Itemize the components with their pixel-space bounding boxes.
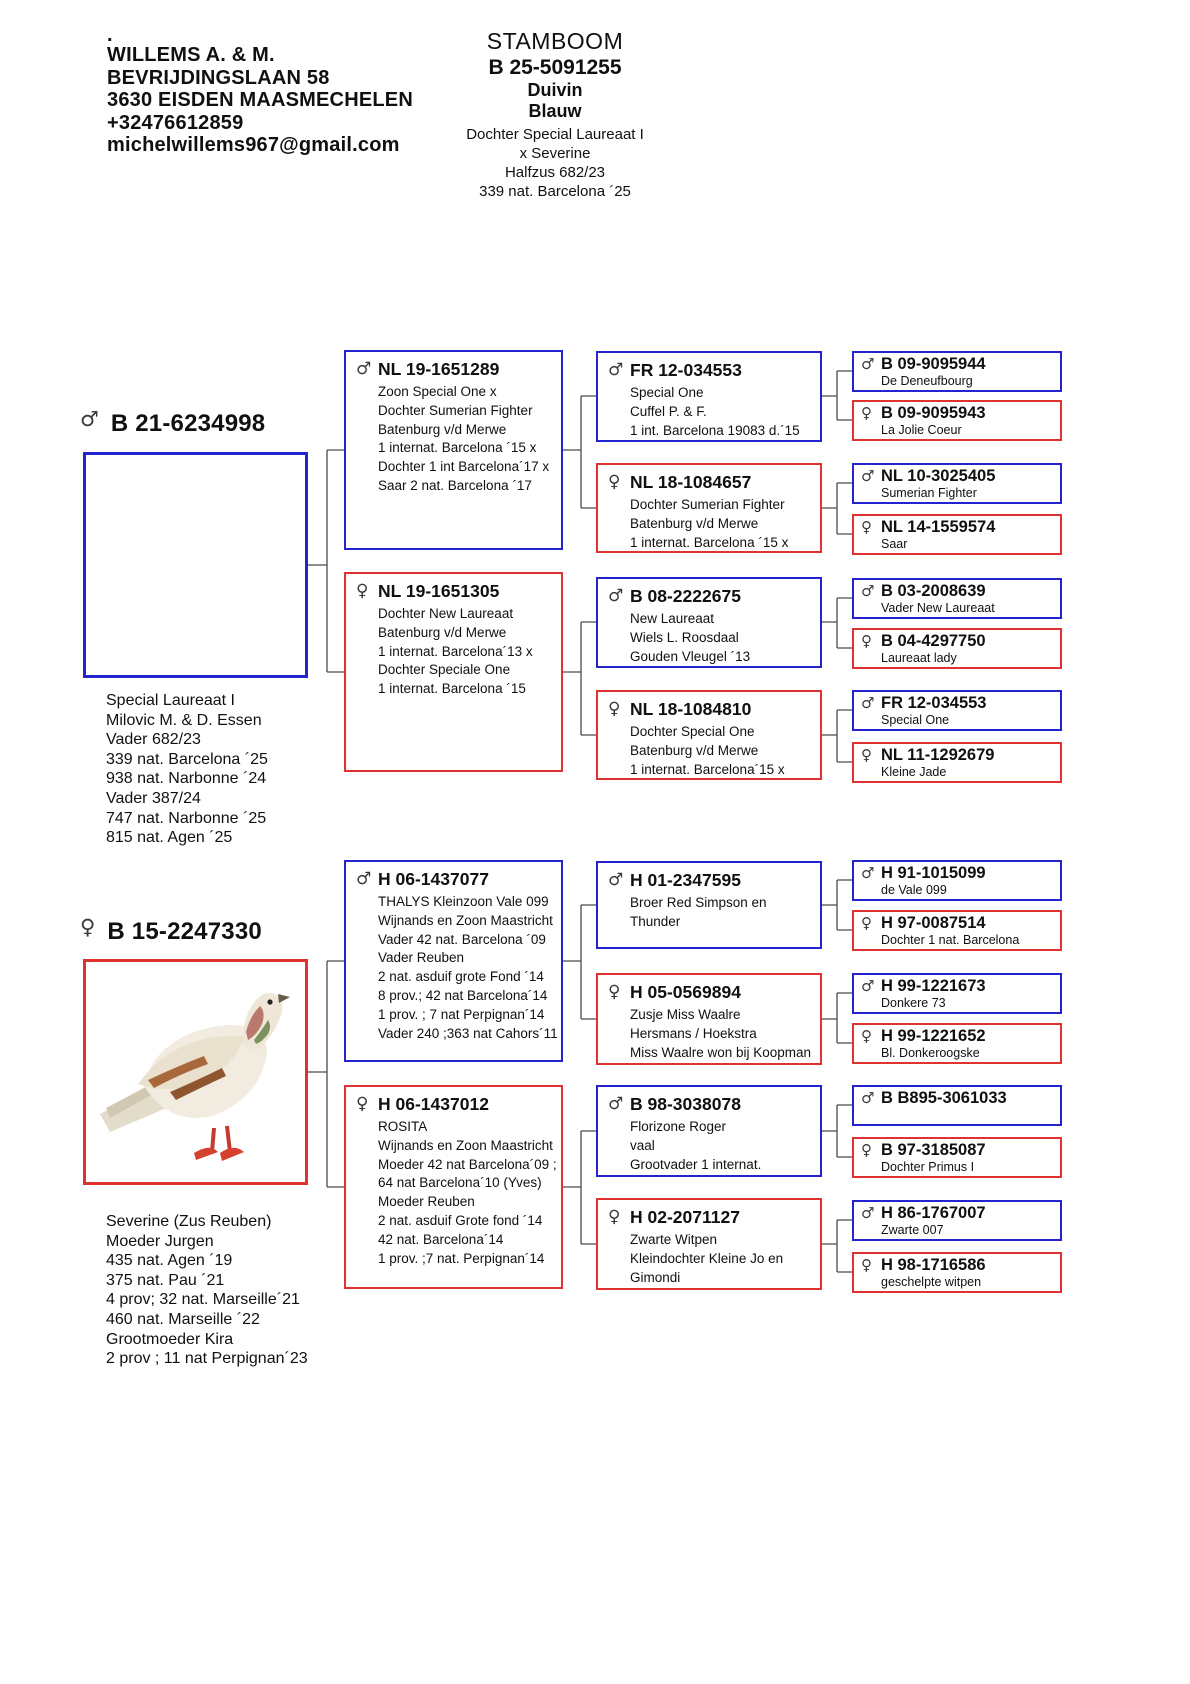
gen3-node-4 [596,690,822,780]
ring-number: B 09-9095943 [881,404,986,422]
title-block [398,28,712,201]
bird-name: La Jolie Coeur [881,423,962,437]
ring-number: NL 10-3025405 [881,467,996,485]
node-details: Zoon Special One x Dochter Sumerian Fighter Batenburg v/d Merwe 1 internat. Barcelona ´15 x Dochter 1 int Barcelona´17 x Saar 2 nat. Barcelona ´17 [378,384,550,493]
gen4-node-4 [852,514,1062,555]
gen4-node-15 [852,1200,1062,1241]
female-icon: ♀ [356,581,369,601]
ring-number: B 98-3038078 [630,1094,741,1114]
male-icon: ♂ [356,359,372,379]
male-icon: ♂ [608,1094,624,1114]
gen4-node-7 [852,690,1062,731]
node-details: Dochter Special One Batenburg v/d Merwe 1 internat. Barcelona´15 x [630,724,785,777]
ring-number: H 01-2347595 [630,870,741,890]
male-icon: ♂ [861,582,875,600]
sire-notes: Special Laureaat I Milovic M. & D. Essen Vader 682/23 339 nat. Barcelona ´25 938 nat. Narbonne ´24 Vader 387/24 747 nat. Narbonne ´25 815 nat. Agen ´25 [106,692,268,847]
node-text [881,1027,986,1060]
bird-name: de Vale 099 [881,883,947,897]
female-icon: ♀ [861,404,872,422]
gen3-node-1 [596,351,822,442]
node-text [881,1089,1007,1108]
bird-name: Zwarte 007 [881,1223,944,1237]
node-text [881,582,995,615]
ring-number: H 06-1437077 [378,869,489,889]
node-details: THALYS Kleinzoon Vale 099 Wijnands en Zoon Maastricht Vader 42 nat. Barcelona ´09 Vader Reuben 2 nat. asduif grote Fond ´14 8 prov.; 42 nat Barcelona´14 1 prov. ; 7 nat Perpignan´14 Vader 240 ;363 nat Cahors´11 [378,894,558,1041]
gen4-node-10 [852,910,1062,951]
node-text [881,518,995,551]
node-header [356,1094,556,1115]
male-icon: ♂ [356,869,372,889]
dam-photo-box [83,959,308,1185]
node-text [881,746,994,779]
male-icon: ♂ [861,355,875,373]
node-details: ROSITA Wijnands en Zoon Maastricht Moeder 42 nat Barcelona´09 ; 64 nat Barcelona´10 (Yves) Moeder Reuben 2 nat. asduif Grote fond ´14 42 nat. Barcelona´14 1 prov. ;7 nat. Perpignan´14 [378,1119,557,1266]
male-icon: ♂ [861,467,875,485]
bird-name: Dochter Primus I [881,1160,975,1174]
bird-name: Laureaat lady [881,651,957,665]
gen3-node-5 [596,861,822,949]
subject-ring: B 25-5091255 [488,56,622,79]
ring-number: H 06-1437012 [378,1094,489,1114]
node-header [608,472,815,493]
ring-number: B 15-2247330 [107,918,262,945]
owner-dot: . [107,24,113,46]
bird-name: De Deneufbourg [881,374,973,388]
bird-name: Bl. Donkeroogske [881,1046,980,1060]
node-details: Dochter Sumerian Fighter Batenburg v/d Merwe 1 internat. Barcelona ´15 x [630,497,789,550]
node-text [881,467,995,500]
node-header [608,982,815,1003]
node-header [608,1094,815,1115]
male-icon: ♂ [861,1089,875,1107]
ring-number: H 99-1221652 [881,1027,986,1045]
gen4-node-5 [852,578,1062,619]
dam-notes: Severine (Zus Reuben) Moeder Jurgen 435 nat. Agen ´19 375 nat. Pau ´21 4 prov; 32 nat. Marseille´21 460 nat. Marseille ´22 Grootmoeder Kira 2 prov ; 11 nat Perpignan´23 [106,1213,308,1368]
gen4-node-9 [852,860,1062,901]
ring-number: NL 19-1651305 [378,581,500,601]
female-icon: ♀ [861,632,872,650]
male-icon: ♂ [861,1204,875,1222]
subject-description: Dochter Special Laureaat I x Severine Halfzus 682/23 339 nat. Barcelona ´25 [466,126,644,200]
ring-number: H 05-0569894 [630,982,741,1002]
ring-number: B 09-9095944 [881,355,986,373]
node-text [881,977,986,1010]
node-text [881,355,986,388]
female-icon: ♀ [861,914,872,932]
bird-name: Special One [881,713,950,727]
node-header [356,869,556,890]
node-details: Dochter New Laureaat Batenburg v/d Merwe 1 internat. Barcelona´13 x Dochter Speciale One 1 internat. Barcelona ´15 [378,606,533,697]
ring-number: B 97-3185087 [881,1141,986,1159]
male-icon: ♂ [861,864,875,882]
node-text [881,694,987,727]
gen3-node-7 [596,1085,822,1177]
gen4-node-2 [852,400,1062,441]
node-details: New Laureaat Wiels L. Roosdaal Gouden Vleugel ´13 [630,611,751,664]
male-icon: ♂ [861,977,875,995]
gen4-node-3 [852,463,1062,504]
stamboom-heading: STAMBOOM [486,28,624,54]
owner-block [107,26,413,157]
gen4-node-13 [852,1085,1062,1126]
sire-label [80,407,266,437]
ring-number: B 04-4297750 [881,632,986,650]
ring-number: H 97-0087514 [881,914,986,932]
subject-color: Blauw [528,101,582,121]
female-icon: ♀ [356,1094,369,1114]
node-details: Broer Red Simpson en Thunder [630,895,767,929]
male-icon: ♂ [80,407,99,431]
node-header [356,359,556,380]
node-header [608,699,815,720]
node-text [881,914,1019,947]
bird-name: Donkere 73 [881,996,946,1010]
owner-address: WILLEMS A. & M. BEVRIJDINGSLAAN 58 3630 EISDEN MAASMECHELEN +32476612859 michelwillems967@gmail.com [107,44,413,156]
gen4-node-16 [852,1252,1062,1293]
bird-name: Vader New Laureaat [881,601,995,615]
ring-number: B B895-3061033 [881,1089,1007,1107]
female-icon: ♀ [861,1141,872,1159]
ring-number: NL 11-1292679 [881,746,995,764]
node-details: Special One Cuffel P. & F. 1 int. Barcelona 19083 d.´15 [630,385,800,438]
female-icon: ♀ [80,915,96,939]
node-header [608,870,815,891]
ring-number: FR 12-034553 [881,694,987,712]
bird-name: geschelpte witpen [881,1275,982,1289]
node-text [881,404,986,437]
gen3-node-2 [596,463,822,553]
node-header [356,581,556,602]
ring-number: NL 14-1559574 [881,518,996,536]
gen4-node-6 [852,628,1062,669]
bird-name: Sumerian Fighter [881,486,977,500]
node-header [608,360,815,381]
female-icon: ♀ [608,1207,621,1227]
node-details: Zusje Miss Waalre Hersmans / Hoekstra Miss Waalre won bij Koopman [630,1007,812,1060]
node-text [881,1256,986,1289]
male-icon: ♂ [608,870,624,890]
node-details: Florizone Roger vaal Grootvader 1 internat. [630,1119,762,1172]
ring-number: NL 18-1084657 [630,472,752,492]
node-text [881,1204,986,1237]
ring-number: FR 12-034553 [630,360,742,380]
subject-sex: Duivin [527,80,583,100]
ring-number: H 99-1221673 [881,977,986,995]
female-icon: ♀ [861,1256,872,1274]
female-icon: ♀ [861,1027,872,1045]
gen2-node-2 [344,572,563,772]
node-header [608,586,815,607]
node-text [881,632,986,665]
dam-label [80,915,262,945]
gen3-node-6 [596,973,822,1065]
node-text [881,1141,986,1174]
node-header [608,1207,815,1228]
node-details: Zwarte Witpen Kleindochter Kleine Jo en Gimondi [630,1232,784,1285]
ring-number: H 98-1716586 [881,1256,986,1274]
pigeon-photo [86,962,305,1182]
female-icon: ♀ [608,699,621,719]
gen2-node-3 [344,860,563,1062]
ring-number: NL 18-1084810 [630,699,752,719]
bird-name: Dochter 1 nat. Barcelona [881,933,1020,947]
male-icon: ♂ [861,694,875,712]
gen3-node-8 [596,1198,822,1290]
ring-number: B 03-2008639 [881,582,986,600]
gen3-node-3 [596,577,822,668]
female-icon: ♀ [608,472,621,492]
ring-number: H 91-1015099 [881,864,986,882]
gen4-node-8 [852,742,1062,783]
gen4-node-1 [852,351,1062,392]
node-text [881,864,986,897]
gen2-node-4 [344,1085,563,1289]
ring-number: B 21-6234998 [110,410,266,437]
gen4-node-12 [852,1023,1062,1064]
gen4-node-11 [852,973,1062,1014]
female-icon: ♀ [608,982,621,1002]
ring-number: H 86-1767007 [881,1204,986,1222]
male-icon: ♂ [608,360,624,380]
ring-number: B 08-2222675 [630,586,741,606]
ring-number: H 02-2071127 [630,1207,740,1227]
sire-photo-box [83,452,308,678]
ring-number: NL 19-1651289 [378,359,500,379]
female-icon: ♀ [861,746,872,764]
male-icon: ♂ [608,586,624,606]
gen4-node-14 [852,1137,1062,1178]
gen2-node-1 [344,350,563,550]
female-icon: ♀ [861,518,872,536]
bird-name: Kleine Jade [881,765,947,779]
bird-name: Saar [881,537,908,551]
